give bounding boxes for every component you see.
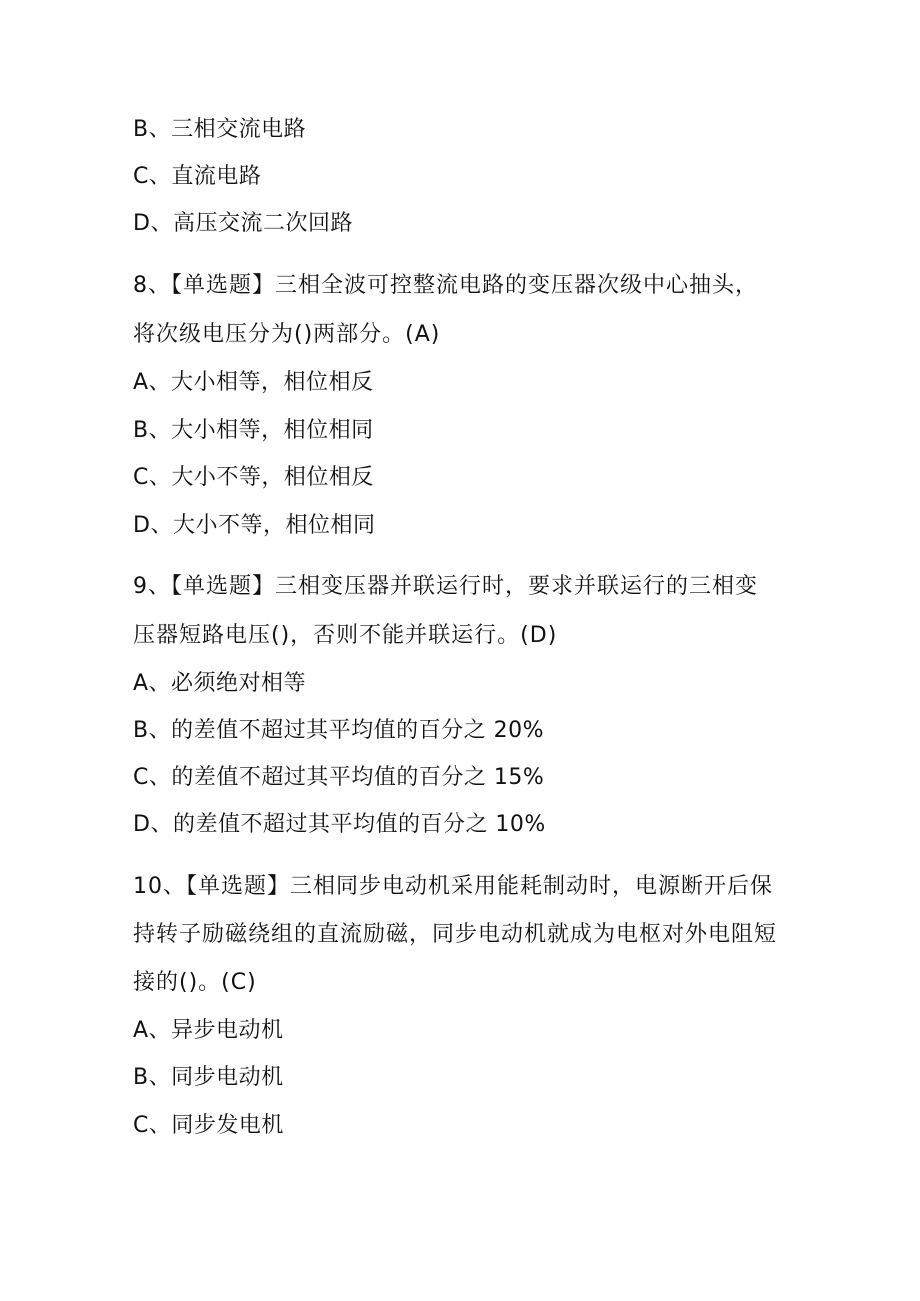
option-d-q9: D、的差值不超过其平均值的百分之 10% [133,812,546,837]
option-b-q8: B、大小相等，相位相同 [133,418,374,443]
option-b-q7: B、三相交流电路 [133,117,307,142]
question-10-line-1: 10、【单选题】三相同步电动机采用能耗制动时，电源断开后保 [133,874,773,899]
option-b-q10: B、同步电动机 [133,1065,284,1090]
question-10-line-3: 接的()。(C) [133,970,257,995]
option-a-q10: A、异步电动机 [133,1018,284,1043]
option-b-q9: B、的差值不超过其平均值的百分之 20% [133,718,544,743]
option-c-q9: C、的差值不超过其平均值的百分之 15% [133,765,545,790]
question-8-line-1: 8、【单选题】三相全波可控整流电路的变压器次级中心抽头， [133,273,758,298]
option-d-q7: D、高压交流二次回路 [133,211,353,236]
question-8-line-2: 将次级电压分为()两部分。(A) [133,322,441,347]
option-c-q10: C、同步发电机 [133,1113,284,1138]
option-a-q8: A、大小相等，相位相反 [133,370,374,395]
option-c-q7: C、直流电路 [133,164,262,189]
question-10-line-2: 持转子励磁绕组的直流励磁，同步电动机就成为电枢对外电阻短 [133,922,778,947]
question-9-line-2: 压器短路电压()，否则不能并联运行。(D) [133,623,558,648]
option-c-q8: C、大小不等，相位相反 [133,465,374,490]
option-d-q8: D、大小不等，相位相同 [133,513,376,538]
option-a-q9: A、必须绝对相等 [133,671,307,696]
question-9-line-1: 9、【单选题】三相变压器并联运行时，要求并联运行的三相变 [133,574,758,599]
